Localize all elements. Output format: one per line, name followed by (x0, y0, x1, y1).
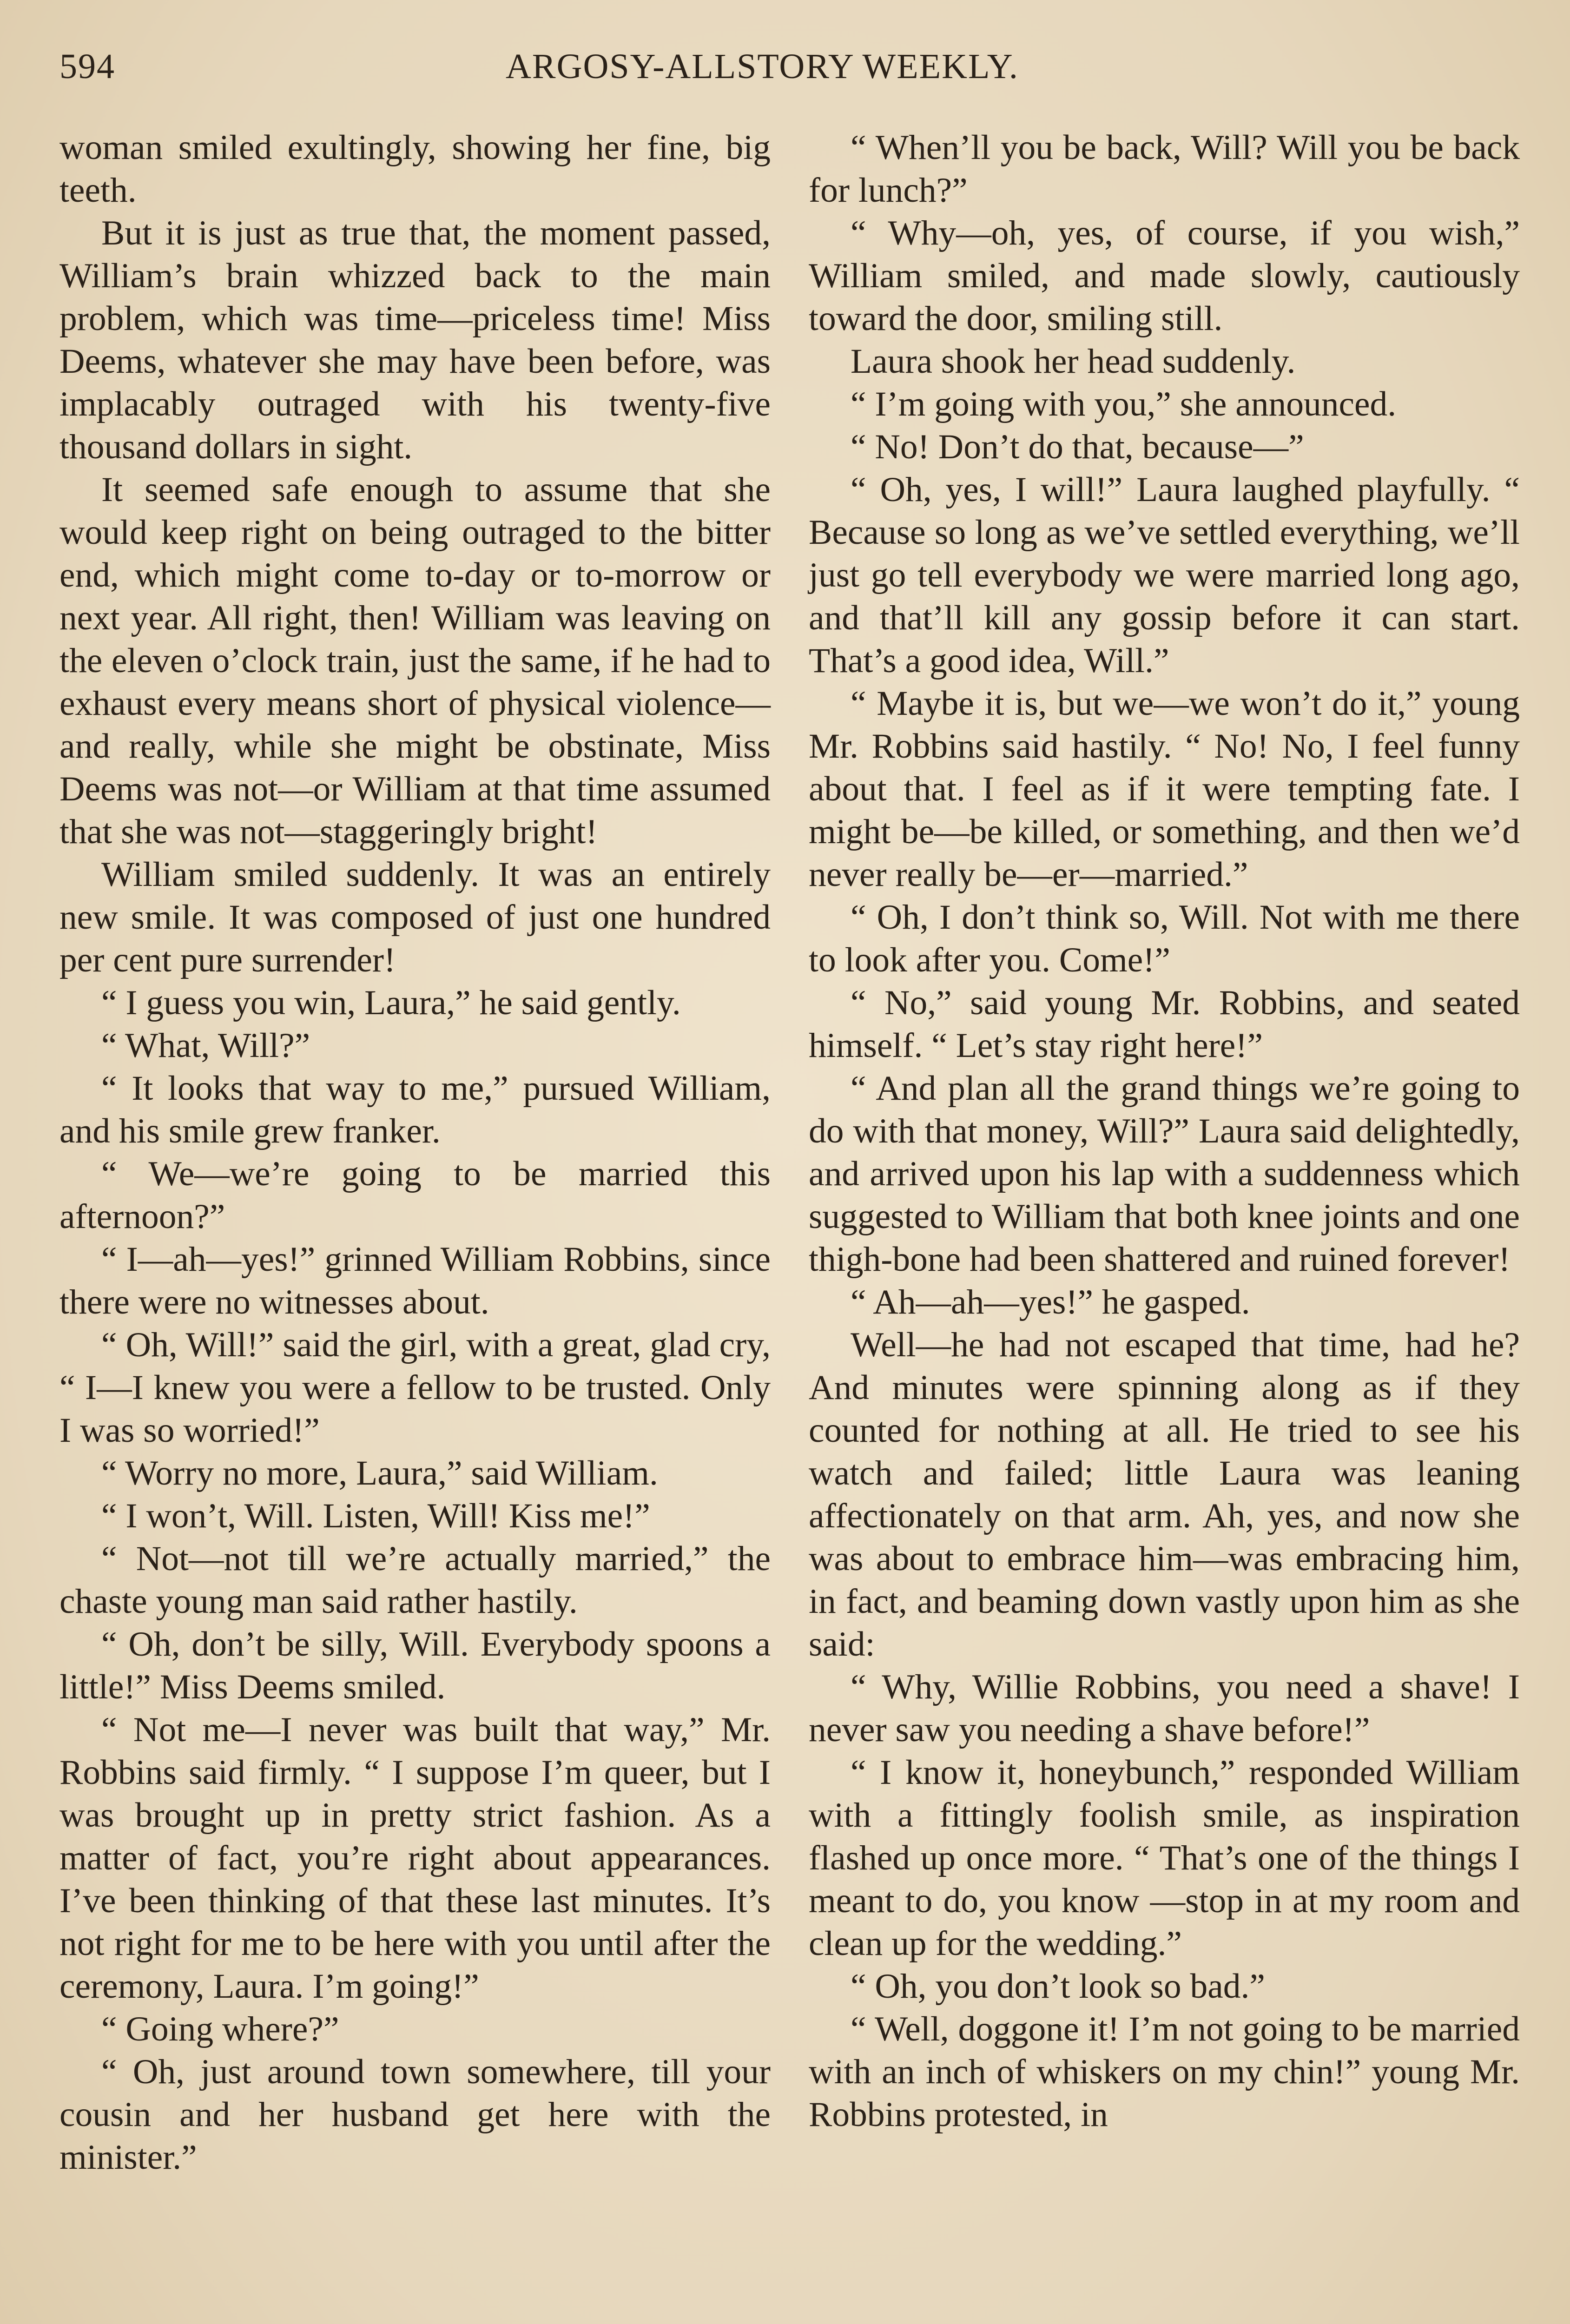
left-column (59, 126, 771, 2179)
paragraph: “ I guess you win, Laura,” he said gently. (101, 984, 681, 1022)
paragraph: Laura shook her head suddenly. (851, 342, 1296, 381)
paragraph: “ I’m going with you,” she announced. (851, 385, 1397, 423)
paragraph: “ Ah—ah—yes!” he gasped. (851, 1283, 1250, 1321)
paragraph: “ Why, Willie Robbins, you need a shave! I never saw you needing a shave before!” (809, 1668, 1520, 1749)
paragraph: “ I won’t, Will. Listen, Will! Kiss me!” (101, 1497, 650, 1535)
paragraph: “ Why—oh, yes, of course, if you wish,” William smiled, and made slowly, cautiously toward the door, smiling still. (809, 214, 1520, 338)
paragraph: “ No,” said young Mr. Robbins, and seated himself. “ Let’s stay right here!” (809, 984, 1520, 1065)
paragraph: “ And plan all the grand things we’re going to do with that money, Will?” Laura said delightedly, and arrived upon his lap with a suddenness which suggested to William that both knee joints and one thigh-bone had been shattered and ruined forever! (809, 1069, 1520, 1279)
paragraph: “ Maybe it is, but we—we won’t do it,” young Mr. Robbins said hastily. “ No! No, I feel funny about that. I feel as if it were tempting fate. I might be—be killed, or something, and then we’d never really be—er—married.” (809, 684, 1520, 894)
paragraph: “ What, Will?” (101, 1026, 310, 1065)
paragraph: “ Oh, don’t be silly, Will. Everybody spoons a little!” Miss Deems smiled. (59, 1625, 771, 1706)
paragraph: “ Worry no more, Laura,” said William. (101, 1454, 658, 1492)
paragraph: “ I—ah—yes!” grinned William Robbins, since there were no witnesses about. (59, 1240, 771, 1321)
paragraph: “ When’ll you be back, Will? Will you be back for lunch?” (809, 128, 1520, 210)
paragraph: William smiled suddenly. It was an entirely new smile. It was composed of just one hundred per cent pure surrender! (59, 855, 771, 979)
paragraph: “ Not—not till we’re actually married,” the chaste young man said rather hastily. (59, 1539, 771, 1621)
paragraph: “ No! Don’t do that, because—” (851, 428, 1304, 466)
paragraph: “ Oh, yes, I will!” Laura laughed playfully. “ Because so long as we’ve settled everything, we’ll just go tell everybody we were married long ago, and that’ll kill any gossip before it can start. That’s a good idea, Will.” (809, 470, 1520, 680)
paragraph: woman smiled exultingly, showing her fine, big teeth. (59, 128, 771, 210)
page-number: 594 (59, 47, 115, 86)
paragraph: “ Oh, I don’t think so, Will. Not with me there to look after you. Come!” (809, 898, 1520, 979)
right-column (809, 126, 1520, 2136)
paragraph: “ Well, doggone it! I’m not going to be married with an inch of whiskers on my chin!” young Mr. Robbins protested, in (809, 2010, 1520, 2134)
paragraph: “ I know it, honeybunch,” responded William with a fittingly foolish smile, as inspiration flashed up once more. “ That’s one of the things I meant to do, you know —stop in at my room and clean up for the wedding.” (809, 1753, 1520, 1963)
paragraph: Well—he had not escaped that time, had he? And minutes were spinning along as if they counted for nothing at all. He tried to see his watch and failed; little Laura was leaning affectionately on that arm. Ah, yes, and now she was about to embrace him—was embracing him, in fact, and beaming down vastly upon him as she said: (809, 1326, 1520, 1664)
paragraph: “ Oh, Will!” said the girl, with a great, glad cry, “ I—I knew you were a fellow to be trusted. Only I was so worried!” (59, 1326, 771, 1450)
paragraph: “ Oh, you don’t look so bad.” (851, 1967, 1265, 2006)
paragraph: “ Oh, just around town somewhere, till your cousin and her husband get here with the minister.” (59, 2053, 771, 2177)
running-title: ARGOSY-ALLSTORY WEEKLY. (506, 47, 1019, 86)
paragraph: “ We—we’re going to be married this afternoon?” (59, 1155, 771, 1236)
paragraph: “ It looks that way to me,” pursued William, and his smile grew franker. (59, 1069, 771, 1150)
paragraph: “ Not me—I never was built that way,” Mr. Robbins said firmly. “ I suppose I’m queer, but I was brought up in pretty strict fashion. As a matter of fact, you’re right about appearances. I’ve been thinking of that these last minutes. It’s not right for me to be here with you until after the ceremony, Laura. I’m going!” (59, 1710, 771, 2006)
paragraph: “ Going where?” (101, 2010, 339, 2048)
paragraph: But it is just as true that, the moment passed, William’s brain whizzed back to the main problem, which was time—priceless time! Miss Deems, whatever she may have been before, was implacably outraged with his twenty-five thousand dollars in sight. (59, 214, 771, 466)
paragraph: It seemed safe enough to assume that she would keep right on being outraged to the bitter end, which might come to-day or to-morrow or next year. All right, then! William was leaving on the eleven o’clock train, just the same, if he had to exhaust every means short of physical violence—and really, while she might be obstinate, Miss Deems was not—or William at that time assumed that she was not—staggeringly bright! (59, 470, 771, 851)
